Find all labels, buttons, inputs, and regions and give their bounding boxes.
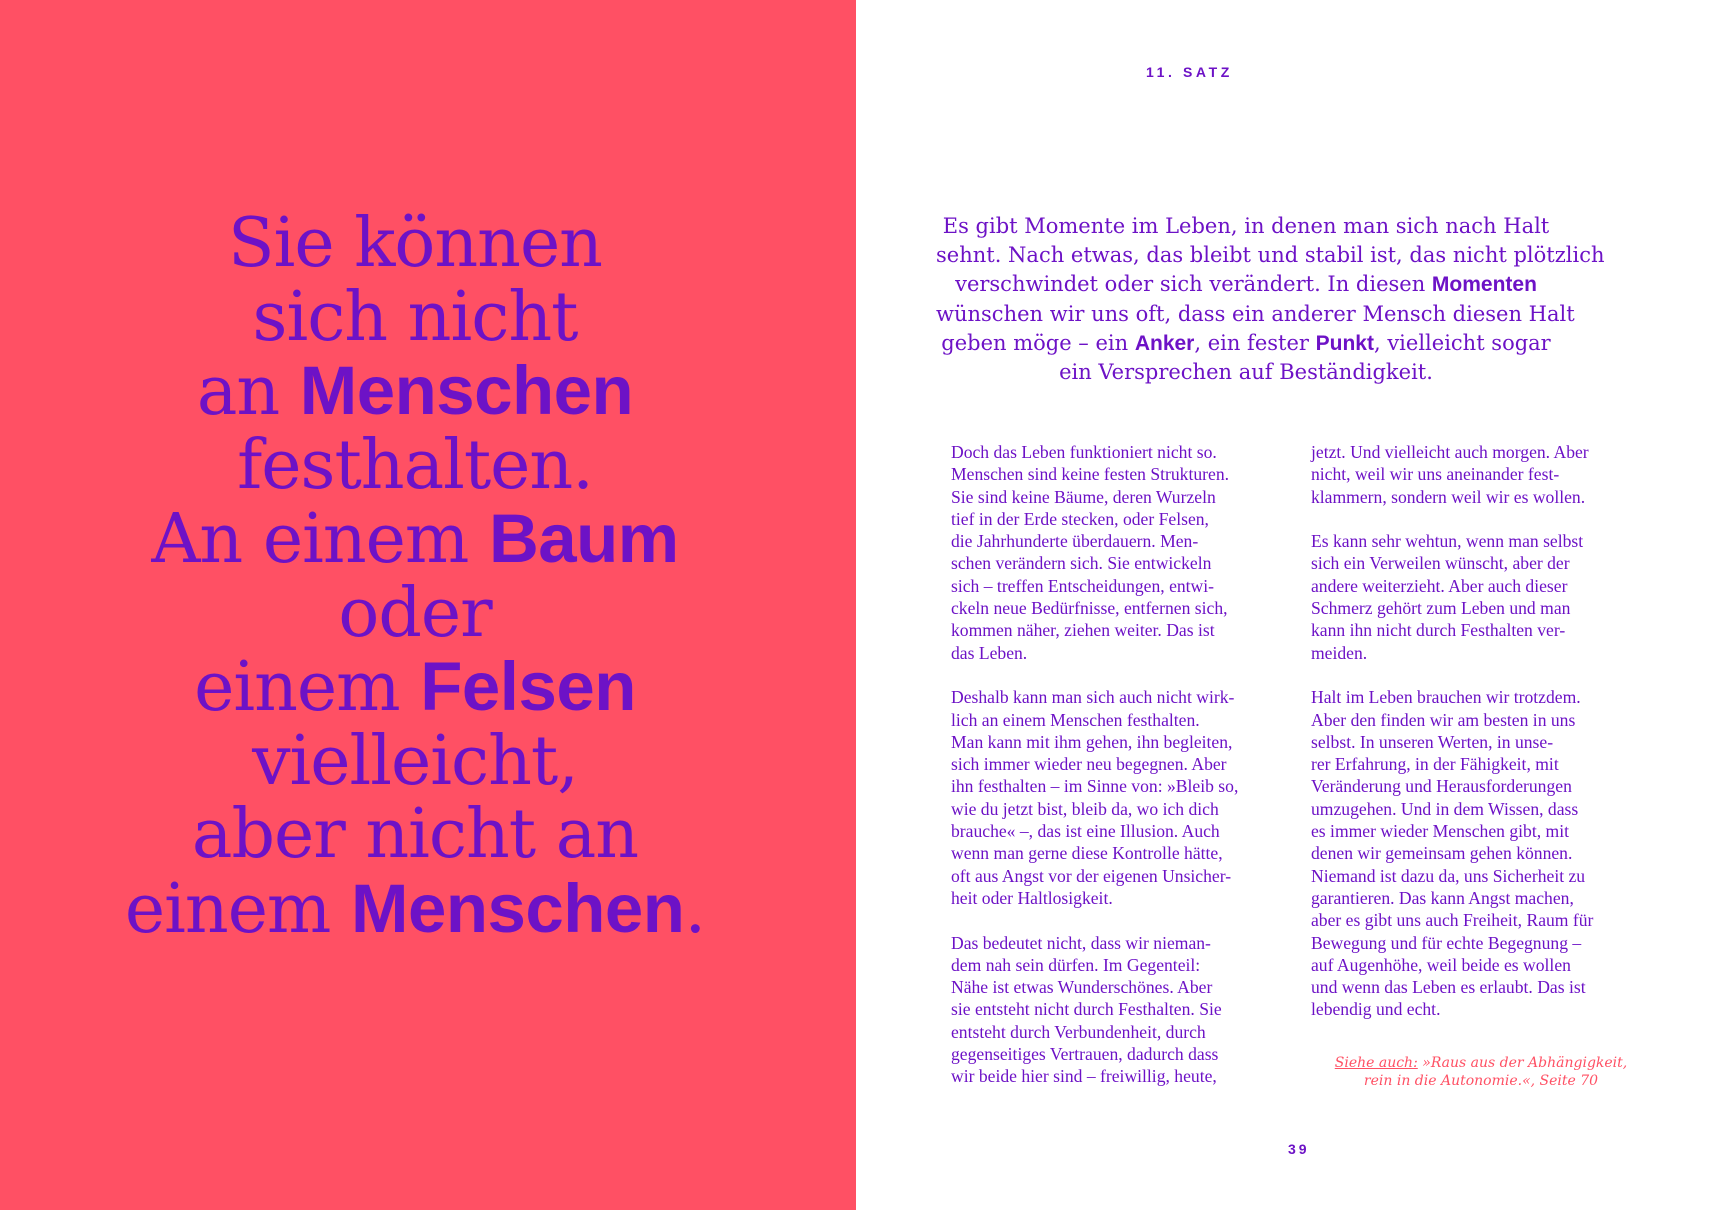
text-segment: einem [194,648,421,727]
body-line: schen verändern sich. Sie entwickeln [951,553,1212,574]
paragraph-gap [951,909,1296,931]
emphasis-word: Baum [488,500,679,577]
body-line: wenn man gerne diese Kontrolle hätte, [951,843,1223,864]
body-line: jetzt. Und vielleicht auch morgen. Aber [1311,442,1589,462]
page-number: 39 [1288,1141,1310,1157]
body-line: und wenn das Leben es erlaubt. Das ist [1311,977,1586,998]
body-line: andere weiterzieht. Aber auch dieser [1311,575,1568,596]
body-line: die Jahrhunderte überdauern. Men- [951,531,1199,552]
chapter-label: 11. SATZ [1146,64,1233,80]
body-line: Niemand ist dazu da, uns Sicherheit zu [1311,865,1586,886]
body-line: sich ein Verweilen wünscht, aber der [1311,553,1570,574]
text-segment: verschwindet oder sich verändert. In diesen [955,272,1432,297]
body-line: entsteht durch Verbundenheit, durch [951,1021,1206,1042]
quote-line [40,425,790,505]
see-also-line-1-rest: »Raus aus der Abhängigkeit, [1417,1055,1628,1071]
big-quote [40,204,790,949]
body-line: Das bedeutet nicht, dass wir nieman- [951,932,1211,953]
body-line: Deshalb kann man sich auch nicht wirk- [951,687,1235,708]
quote-line [40,502,790,577]
emphasis-word: Felsen [420,648,636,725]
body-line: denen wir gemeinsam gehen können. [1311,843,1573,864]
text-segment: sehnt. Nach etwas, das bleibt und stabil ist, das nicht plötzlich [936,243,1605,268]
quote-line [40,354,790,429]
body-line: heit oder Haltlosigkeit. [951,887,1113,908]
body-line: brauche« –, das ist eine Illusion. Auch [951,821,1220,842]
text-segment: aber nicht an [191,795,639,874]
lead-line [936,212,1556,241]
body-line: umzugehen. Und in dem Wissen, dass [1311,798,1579,819]
text-segment: An einem [151,500,489,579]
see-also-line-1 [1321,1054,1641,1072]
emphasis-word: Anker [1134,331,1195,355]
text-segment: . [684,869,706,949]
body-line: Menschen sind keine festen Strukturen. [951,464,1230,485]
quote-line [40,277,790,357]
paragraph-gap [1311,664,1656,686]
text-segment: sich nicht [252,277,578,357]
text-segment: wünschen wir uns oft, dass ein anderer Mensch diesen Halt [936,301,1575,326]
body-line: Schmerz gehört zum Leben und man [1311,598,1571,619]
body-column-right [1311,441,1656,1021]
body-line: Man kann mit ihm gehen, ihn begleiten, [951,731,1233,752]
body-line: ckeln neue Bedürfnisse, entfernen sich, [951,598,1228,619]
body-line: Bewegung und für echte Begegnung – [1311,932,1582,953]
text-segment: festhalten. [237,425,593,505]
body-line: auf Augenhöhe, weil beide es wollen [1311,954,1571,975]
body-line: Sie sind keine Bäume, deren Wurzeln [951,486,1216,507]
body-line: rer Erfahrung, in der Fähigkeit, mit [1311,754,1559,775]
text-segment: Es gibt Momente im Leben, in denen man sich nach Halt [942,214,1550,238]
body-line: Veränderung und Herausforderungen [1311,776,1572,797]
body-line: Halt im Leben brauchen wir trotzdem. [1311,687,1581,708]
body-line: klammern, sondern weil wir es wollen. [1311,486,1586,507]
text-segment: oder [338,573,492,653]
text-segment: ein Versprechen auf Beständigkeit. [1059,360,1433,385]
text-segment: vielleicht, [252,721,578,801]
quote-line [40,573,790,653]
body-line: lich an einem Menschen festhalten. [951,709,1200,730]
body-line: wie du jetzt bist, bleib da, wo ich dich [951,798,1219,819]
lead-line [936,270,1556,299]
body-line: nicht, weil wir uns aneinander fest- [1311,464,1560,485]
body-line: gegenseitiges Vertrauen, dadurch dass [951,1044,1219,1065]
body-line: meiden. [1311,642,1368,663]
body-column-left [951,441,1296,1088]
body-line: tief in der Erde stecken, oder Felsen, [951,508,1209,529]
right-page [856,0,1712,1210]
body-line: Nähe ist etwas Wunderschönes. Aber [951,977,1213,998]
body-line: kann ihn nicht durch Festhalten ver- [1311,620,1566,641]
body-line: Doch das Leben funktioniert nicht so. [951,442,1217,462]
body-line: dem nah sein dürfen. Im Gegenteil: [951,954,1201,975]
lead-paragraph [936,212,1605,387]
body-line: sich – treffen Entscheidungen, entwi- [951,575,1215,596]
body-line: oft aus Angst vor der eigenen Unsicher- [951,865,1232,886]
body-line: wir beide hier sind – freiwillig, heute, [951,1066,1217,1087]
body-line: Es kann sehr wehtun, wenn man selbst [1311,531,1584,552]
body-line: garantieren. Das kann Angst machen, [1311,887,1574,908]
body-line: ihn festhalten – im Sinne von: »Bleib so, [951,776,1239,797]
text-segment: , ein fester [1194,330,1316,355]
body-line: aber es gibt uns auch Freiheit, Raum für [1311,910,1594,931]
text-segment: einem [124,869,352,949]
paragraph-gap [1311,508,1656,530]
emphasis-word: Menschen [351,869,685,947]
see-also-note [1321,1054,1641,1090]
quote-line [40,795,790,874]
paragraph-gap [951,664,1296,686]
quote-line [40,869,790,949]
body-line: sie entsteht nicht durch Festhalten. Sie [951,999,1222,1020]
lead-line [936,241,1605,270]
emphasis-word: Momenten [1431,273,1537,297]
quote-line [40,721,790,801]
text-segment: Sie können [228,204,602,283]
see-also-label: Siehe auch: [1334,1055,1418,1071]
body-line: kommen näher, ziehen weiter. Das ist [951,620,1215,641]
body-line: es immer wieder Menschen gibt, mit [1311,821,1569,842]
text-segment: , vielleicht sogar [1373,330,1551,355]
emphasis-word: Menschen [299,352,634,429]
quote-line [40,650,790,725]
lead-line [936,300,1575,329]
body-line: Aber den finden wir am besten in uns [1311,709,1576,730]
quote-line [40,204,790,283]
lead-line [936,329,1556,358]
lead-line [936,358,1556,387]
emphasis-word: Punkt [1315,331,1374,355]
text-segment: geben möge – ein [941,330,1135,355]
body-line: sich immer wieder neu begegnen. Aber [951,754,1227,775]
text-segment: an [196,352,300,431]
see-also-line-2: rein in die Autonomie.«, Seite 70 [1363,1073,1599,1089]
body-line: selbst. In unseren Werten, in unse- [1311,731,1554,752]
body-line: das Leben. [951,642,1028,663]
body-line: lebendig und echt. [1311,999,1441,1020]
